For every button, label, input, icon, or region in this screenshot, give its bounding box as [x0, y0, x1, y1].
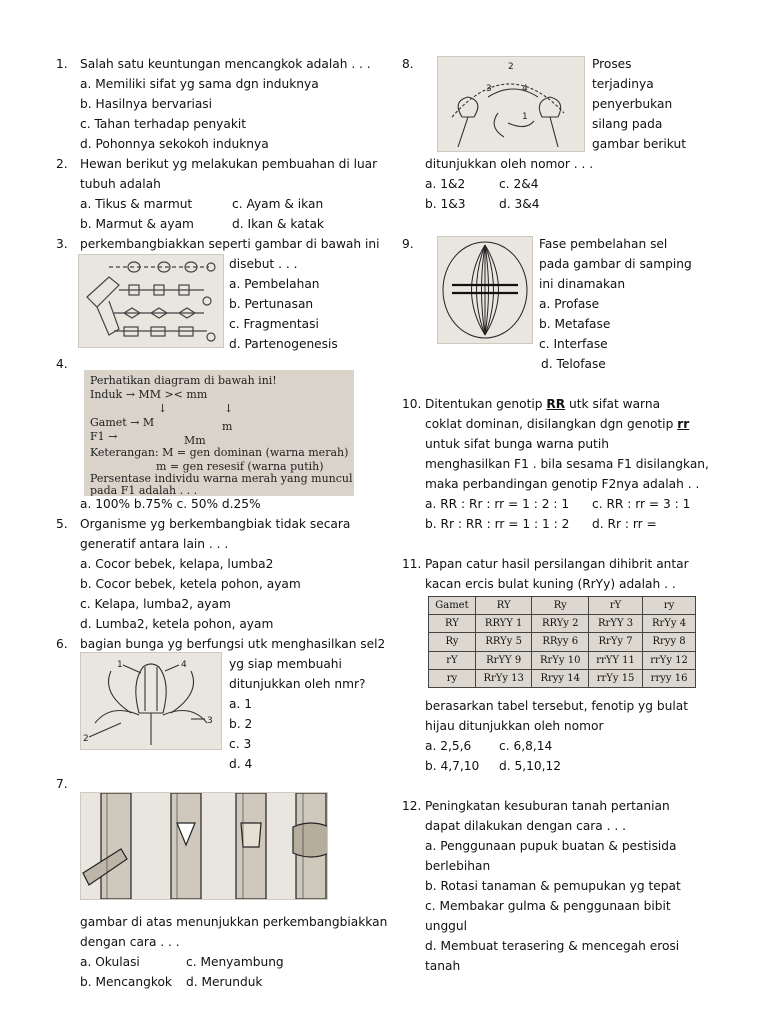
table-cell: RRyy 6 [532, 633, 589, 651]
q6-stem-line2: yg siap membuahi [229, 657, 342, 671]
q1-option-c: c. Tahan terhadap penyakit [80, 117, 247, 131]
q10-stem-line3: untuk sifat bunga warna putih [425, 437, 609, 451]
q8-stem-line3: penyerbukan [592, 97, 673, 111]
q10-option-d: d. Rr : rr = [592, 517, 657, 531]
q5-stem-line1: Organisme yg berkembangbiak tidak secara [80, 517, 351, 531]
q4-diagram-line: Gamet → M [90, 416, 155, 429]
q10-genotype-rr-recessive: rr [677, 417, 690, 431]
q4-diagram-line: pada F1 adalah . . . [90, 484, 198, 496]
q8-option-b: b. 1&3 [425, 197, 466, 211]
q2-option-d: d. Ikan & katak [232, 217, 324, 231]
q4-diagram-arrow: ↓ [224, 402, 234, 415]
q1-option-b: b. Hasilnya bervariasi [80, 97, 213, 111]
q6-label-3: 3 [207, 716, 213, 726]
table-cell: RrYY 3 [589, 615, 643, 633]
q1-option-d: d. Pohonnya sekokoh induknya [80, 137, 269, 151]
q8-option-c: c. 2&4 [499, 177, 539, 191]
q10-genotype-rr-dominant: RR [546, 397, 566, 411]
q11-stem-line2: kacan ercis bulat kuning (RrYy) adalah . . [425, 577, 676, 591]
q2-stem-line1: Hewan berikut yg melakukan pembuahan di luar [80, 157, 378, 171]
q7-option-c: c. Menyambung [186, 955, 284, 969]
q8-number: 8. [402, 57, 414, 71]
table-cell: Ry [429, 633, 476, 651]
q8-label-2: 2 [508, 62, 514, 72]
q7-option-a: a. Okulasi [80, 955, 140, 969]
q12-stem-line1: Peningkatan kesuburan tanah pertanian [425, 799, 670, 813]
q11-punnett-table [428, 596, 696, 688]
table-header-cell: Gamet [429, 597, 476, 615]
q7-grafting-figure [80, 792, 328, 900]
q2-option-a: a. Tikus & marmut [80, 197, 193, 211]
q10-stem-line2 [425, 416, 689, 432]
table-cell: RrYY 9 [475, 651, 532, 669]
q12-option-a-line2: berlebihan [425, 859, 491, 873]
q1-number: 1. [56, 57, 68, 71]
q10-stem-line4: menghasilkan F1 . bila sesama F1 disilangkan, [425, 457, 709, 471]
table-header-cell: RY [475, 597, 532, 615]
q11-option-c: c. 6,8,14 [499, 739, 553, 753]
q11-option-a: a. 2,5,6 [425, 739, 472, 753]
q4-diagram-line: Mm [184, 434, 206, 447]
q7-stem-line2: dengan cara . . . [80, 935, 180, 949]
q3-option-c: c. Fragmentasi [229, 317, 319, 331]
table-cell: Rryy 8 [643, 633, 696, 651]
q4-diagram-line: Induk → MM >< mm [90, 388, 208, 401]
q4-diagram-line: m [222, 420, 233, 433]
table-cell: RRYy 2 [532, 615, 589, 633]
table-cell: ry [429, 669, 476, 687]
table-header-cell: ry [643, 597, 696, 615]
q3-option-b: b. Pertunasan [229, 297, 314, 311]
q7-number: 7. [56, 777, 68, 791]
q10-stem-line5: maka perbandingan genotip F2nya adalah . . [425, 477, 700, 491]
q10-text: utk sifat warna [565, 397, 661, 411]
q9-option-b: b. Metafase [539, 317, 611, 331]
q4-diagram-line: m = gen resesif (warna putih) [156, 460, 324, 473]
q12-option-d-line2: tanah [425, 959, 461, 973]
q11-option-d: d. 5,10,12 [499, 759, 562, 773]
q6-stem-line1: bagian bunga yg berfungsi utk menghasilkan sel2 [80, 637, 386, 651]
q4-options: a. 100% b.75% c. 50% d.25% [80, 497, 261, 511]
q9-option-a: a. Profase [539, 297, 600, 311]
q12-option-d-line1: d. Membuat terasering & mencegah erosi [425, 939, 680, 953]
q9-number: 9. [402, 237, 414, 251]
q8-stem-line5: gambar berikut [592, 137, 686, 151]
q5-option-d: d. Lumba2, ketela pohon, ayam [80, 617, 274, 631]
q6-label-1: 1 [117, 660, 123, 670]
q2-option-c: c. Ayam & ikan [232, 197, 324, 211]
q6-label-2: 2 [83, 734, 89, 744]
q10-stem-line1 [425, 396, 660, 412]
q9-stem-line3: ini dinamakan [539, 277, 626, 291]
q7-option-b: b. Mencangkok [80, 975, 172, 989]
q6-option-a: a. 1 [229, 697, 252, 711]
q6-flower-figure [80, 652, 222, 750]
q11-stem-line4: hijau ditunjukkan oleh nomor [425, 719, 604, 733]
table-row [429, 615, 696, 633]
table-cell: RRYY 1 [475, 615, 532, 633]
q8-stem-line6: ditunjukkan oleh nomor . . . [425, 157, 594, 171]
q7-option-d: d. Merunduk [186, 975, 263, 989]
q1-option-a: a. Memiliki sifat yg sama dgn induknya [80, 77, 319, 91]
q1-stem: Salah satu keuntungan mencangkok adalah . . . [80, 57, 371, 71]
q9-option-c: c. Interfase [539, 337, 608, 351]
q5-option-b: b. Cocor bebek, ketela pohon, ayam [80, 577, 301, 591]
table-cell: rrYy 12 [643, 651, 696, 669]
q4-diagram-line: F1 → [90, 430, 118, 443]
q4-diagram-line: Keterangan: M = gen dominan (warna merah) [90, 446, 349, 459]
q9-stem-line1: Fase pembelahan sel [539, 237, 668, 251]
table-row [429, 633, 696, 651]
table-cell: rrYy 15 [589, 669, 643, 687]
q9-cell-division-figure [437, 236, 533, 344]
q3-stem-line2: disebut . . . [229, 257, 298, 271]
table-cell: rY [429, 651, 476, 669]
q8-stem-line2: terjadinya [592, 77, 654, 91]
q3-number: 3. [56, 237, 68, 251]
table-header-cell: rY [589, 597, 643, 615]
q9-stem-line2: pada gambar di samping [539, 257, 692, 271]
q5-option-a: a. Cocor bebek, kelapa, lumba2 [80, 557, 274, 571]
q8-label-3: 3 [486, 84, 492, 94]
q12-option-a-line1: a. Penggunaan pupuk buatan & pestisida [425, 839, 677, 853]
q6-stem-line3: ditunjukkan oleh nmr? [229, 677, 366, 691]
q3-option-a: a. Pembelahan [229, 277, 320, 291]
q3-stem-line1: perkembangbiakkan seperti gambar di bawah ini [80, 237, 380, 251]
q5-number: 5. [56, 517, 68, 531]
q6-option-b: b. 2 [229, 717, 253, 731]
q8-option-d: d. 3&4 [499, 197, 540, 211]
q8-label-1: 1 [522, 112, 528, 122]
table-row [429, 651, 696, 669]
q11-stem-line1: Papan catur hasil persilangan dihibrit antar [425, 557, 689, 571]
q7-stem-line1: gambar di atas menunjukkan perkembangbiakkan [80, 915, 388, 929]
q4-number: 4. [56, 357, 68, 371]
q4-diagram-line: Persentase individu warna merah yang muncul [90, 472, 353, 485]
q2-number: 2. [56, 157, 68, 171]
q8-stem-line1: Proses [592, 57, 632, 71]
table-cell: rrYY 11 [589, 651, 643, 669]
q4-diagram-line: Perhatikan diagram di bawah ini! [90, 374, 277, 387]
q6-number: 6. [56, 637, 68, 651]
q10-text: coklat dominan, disilangkan dgn genotip [425, 417, 678, 431]
q12-option-c-line1: c. Membakar gulma & penggunaan bibit [425, 899, 671, 913]
q5-stem-line2: generatif antara lain . . . [80, 537, 229, 551]
table-cell: Rryy 14 [532, 669, 589, 687]
q3-option-d: d. Partenogenesis [229, 337, 338, 351]
q6-label-4: 4 [181, 660, 187, 670]
q4-diagram-arrow: ↓ [158, 402, 168, 415]
q8-stem-line4: silang pada [592, 117, 663, 131]
q10-number: 10. [402, 397, 422, 411]
q9-option-d: d. Telofase [541, 357, 606, 371]
q11-stem-line3: berasarkan tabel tersebut, fenotip yg bulat [425, 699, 688, 713]
q8-option-a: a. 1&2 [425, 177, 466, 191]
q11-number: 11. [402, 557, 422, 571]
q2-option-b: b. Marmut & ayam [80, 217, 194, 231]
table-cell: RrYy 7 [589, 633, 643, 651]
table-cell: RY [429, 615, 476, 633]
q8-label-4: 4 [522, 84, 528, 94]
table-row [429, 669, 696, 687]
q12-stem-line2: dapat dilakukan dengan cara . . . [425, 819, 627, 833]
q3-reproduction-figure [78, 254, 224, 348]
table-cell: RRYy 5 [475, 633, 532, 651]
q10-option-b: b. Rr : RR : rr = 1 : 1 : 2 [425, 517, 570, 531]
q8-pollination-figure [437, 56, 585, 152]
table-header-cell: Ry [532, 597, 589, 615]
q4-genetics-diagram [84, 370, 354, 496]
q5-option-c: c. Kelapa, lumba2, ayam [80, 597, 231, 611]
q2-stem-line2: tubuh adalah [80, 177, 161, 191]
q10-text: Ditentukan genotip [425, 397, 547, 411]
q12-number: 12. [402, 799, 422, 813]
table-cell: RrYy 13 [475, 669, 532, 687]
q10-option-c: c. RR : rr = 3 : 1 [592, 497, 691, 511]
table-header-row [429, 597, 696, 615]
q12-option-c-line2: unggul [425, 919, 468, 933]
q6-option-d: d. 4 [229, 757, 253, 771]
q11-option-b: b. 4,7,10 [425, 759, 480, 773]
q6-option-c: c. 3 [229, 737, 252, 751]
table-cell: RrYy 4 [643, 615, 696, 633]
table-cell: RrYy 10 [532, 651, 589, 669]
q10-option-a: a. RR : Rr : rr = 1 : 2 : 1 [425, 497, 570, 511]
q12-option-b: b. Rotasi tanaman & pemupukan yg tepat [425, 879, 681, 893]
table-cell: rryy 16 [643, 669, 696, 687]
